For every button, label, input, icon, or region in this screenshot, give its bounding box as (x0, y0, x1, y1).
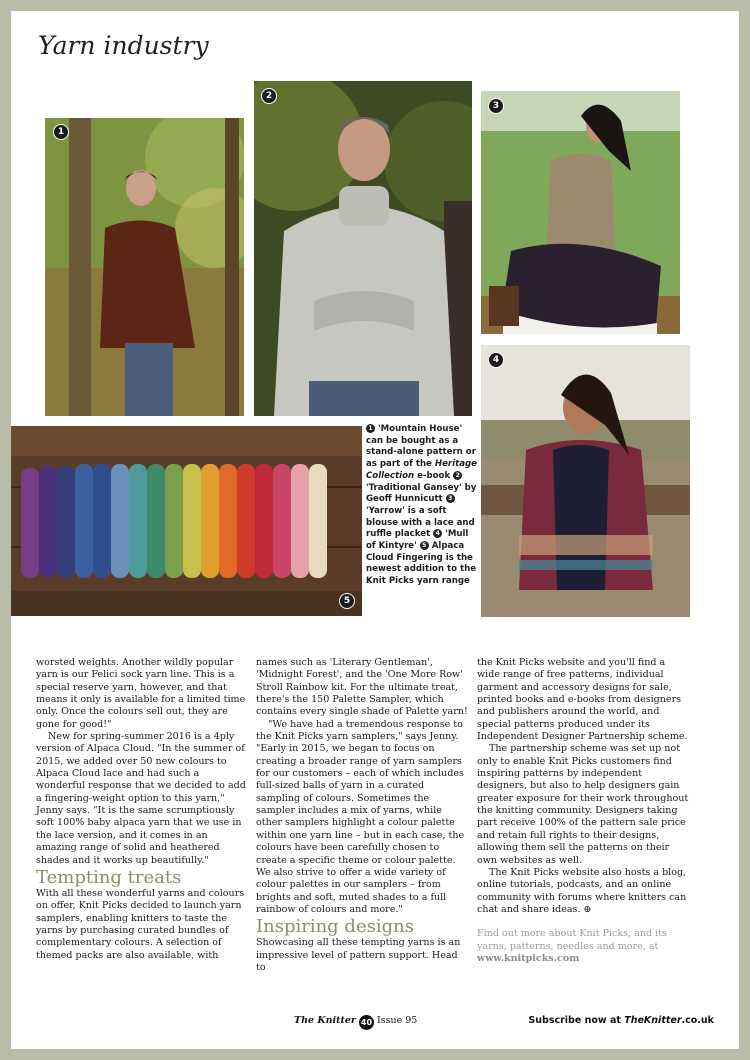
caption-number-3: 3 (446, 494, 455, 503)
caption-text-1b: e-book (414, 470, 451, 481)
photo-5-image (11, 426, 362, 616)
photo-caption (366, 424, 478, 588)
photo-1-man-brown-sweater (45, 118, 244, 416)
caption-text-3: 'Yarrow' is a soft blouse with a lace and ruffle placket (366, 505, 475, 540)
photo-number-badge: 5 (339, 593, 355, 609)
photo-4-woman-cardigan (481, 345, 690, 617)
paragraph (477, 867, 689, 916)
caption-text-1-em: Heritage Collection (366, 459, 477, 481)
caption-text-1a: 'Mountain House' can be bought as a stand-alone pattern or as part of the (366, 424, 476, 470)
end-mark-icon: ⊕ (583, 903, 592, 915)
paragraph: The partnership scheme was set up not only to enable Knit Picks customers find inspiring patterns by independent designers, but also to help designers gain greater exposure for their work throughout the knitting community. Designers taking part receive 100% of the pattern sale price and retain full rights to their designs, allowing them sell the patterns on their own websites as well. (477, 743, 689, 866)
photo-3-image (481, 91, 680, 334)
photo-2-man-gansey (254, 81, 472, 416)
photo-1-image (45, 118, 244, 416)
article-column-2 (256, 657, 468, 974)
photo-3-woman-blouse (481, 91, 680, 334)
photo-number-badge: 2 (261, 88, 277, 104)
paragraph: worsted weights. Another wildly popular yarn is our Felici sock yarn line. This is a special reserve yarn, however, and that means it only is available for a limited time only. Once the colours sell out, they are gone for good!" (36, 657, 246, 730)
article-column-3 (477, 657, 689, 965)
caption-text-4: 'Mull of Kintyre' (366, 529, 469, 552)
paragraph: the Knit Picks website and you'll find a wide range of free patterns, individual garment and accessory designs for sale, printed books and e-books from designers and publishers around the world, and special patterns produced under its Independent Designer Partnership scheme. (477, 657, 688, 743)
photo-2-image (254, 81, 472, 416)
subheading-inspiring-designs: Inspiring designs (256, 916, 414, 938)
find-out-text: Find out more about Knit Picks, and its yarns, patterns, needles and more, at (477, 928, 667, 952)
photo-number-badge: 3 (488, 98, 504, 114)
caption-number-2: 2 (453, 471, 462, 480)
section-title: Yarn industry (38, 31, 209, 60)
photo-number-badge: 4 (488, 352, 504, 368)
subscribe-text: Subscribe now at (528, 1015, 625, 1026)
find-out-more (477, 928, 689, 965)
subheading-tempting-treats: Tempting treats (36, 866, 182, 888)
subscribe-site[interactable]: TheKnitter (624, 1015, 682, 1026)
issue-number: Issue 95 (377, 1015, 418, 1026)
paragraph-text: The Knit Picks website also hosts a blog, online tutorials, podcasts, and an online community with forums where knitters can chat and share ideas. (477, 866, 687, 915)
article-column-1 (36, 657, 248, 962)
page-number: 40 (359, 1015, 374, 1030)
subscribe-site-suffix: .co.uk (681, 1015, 714, 1026)
paragraph: "We have had a tremendous response to the Knit Picks yarn samplers," says Jenny. "Early in 2015, we began to focus on creating a broader range of yarn samplers for our customers – each of which includes full-sized balls of yarn in a curated sampling of colours. Sometimes the sampler includes a mix of yarns, while other samplers highlight a colour palette within one yarn line – but in each case, the colours have been carefully chosen to create a specific theme or colour palette. We also strive to offer a wide variety of colour palettes in our samplers – from brights and soft, muted shades to a full rainbow of colours and more." (256, 718, 465, 915)
caption-number-5: 5 (420, 541, 429, 550)
photo-4-image (481, 345, 690, 617)
caption-text-5: Alpaca Cloud Fingering is the newest addition to the Knit Picks yarn range (366, 541, 477, 587)
footer-magazine-info (294, 1015, 417, 1030)
magazine-name: The Knitter (294, 1015, 356, 1026)
paragraph: names such as 'Literary Gentleman', 'Midnight Forest', and the 'One More Row' Stroll Rainbow kit. For the ultimate treat, there's the 150 Palette Sampler, which contains every single shade of Palette yarn! (256, 657, 468, 718)
footer-subscribe (528, 1015, 714, 1026)
photo-5-yarn-skeins (11, 426, 362, 616)
magazine-page (11, 11, 739, 1049)
caption-number-4: 4 (433, 529, 442, 538)
caption-text-2: 'Traditional Gansey' by Geoff Hunnicutt (366, 482, 477, 505)
caption-number-1: 1 (366, 424, 375, 433)
paragraph: New for spring-summer 2016 is a 4ply version of Alpaca Cloud. "In the summer of 2015, we added over 50 new colours to Alpaca Cloud lace and had such a wonderful response that we decided to add a fingering-weight option to this yarn," Jenny says. "It is the same scrumptiously soft 100% baby alpaca yarn that we use in the lace version, and it comes in an amazing range of solid and heathered shades and it works up beautifully." (36, 731, 246, 866)
website-link[interactable]: www.knitpicks.com (477, 952, 580, 964)
photo-number-badge: 1 (53, 124, 69, 140)
paragraph: With all these wonderful yarns and colours on offer, Knit Picks decided to launch yarn samplers, enabling knitters to taste the yarns by purchasing curated bundles of complementary colours. A selection of themed packs are also available, with (36, 887, 245, 961)
paragraph: Showcasing all these tempting yarns is an impressive level of pattern support. Head to (256, 937, 461, 973)
